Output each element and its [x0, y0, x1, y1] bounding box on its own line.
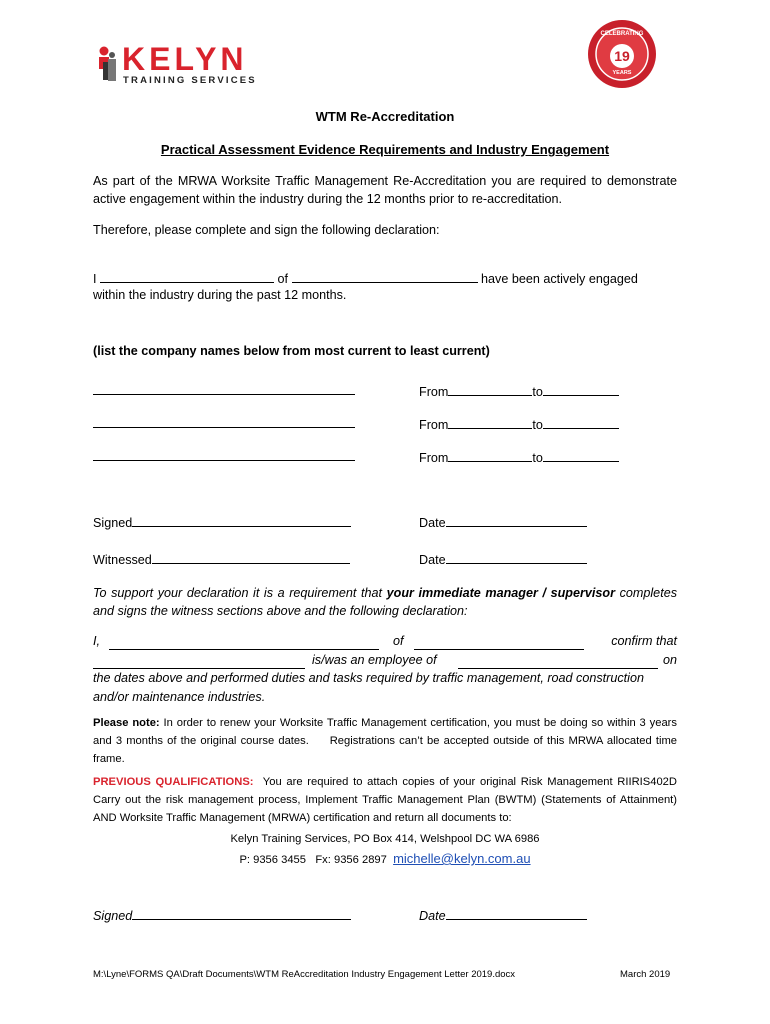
witness-line-3: the dates above and performed duties and tasks required by traffic management, road construction — [93, 671, 644, 685]
final-signed-row — [93, 906, 351, 923]
note-label: Please note: — [93, 717, 160, 729]
to-label: to — [532, 385, 543, 399]
previous-label: PREVIOUS QUALIFICATIONS: — [93, 776, 254, 788]
company-name-field-2[interactable] — [93, 414, 355, 433]
from-date-field[interactable] — [448, 382, 532, 396]
to-label: to — [532, 451, 543, 465]
from-date-field[interactable] — [448, 448, 532, 462]
date-range-3 — [419, 448, 619, 465]
witness-employee: is/was an employee of — [312, 653, 437, 667]
to-date-field[interactable] — [543, 382, 619, 396]
please-note — [93, 714, 677, 768]
to-date-field[interactable] — [543, 415, 619, 429]
witness-line-4: and/or maintenance industries. — [93, 690, 266, 704]
signature-field[interactable] — [132, 513, 351, 527]
final-date-row — [419, 906, 587, 923]
seal-top-text: CELEBRATING — [600, 31, 644, 37]
date-label: Date — [419, 909, 446, 923]
witnessed-row — [93, 550, 350, 567]
logo-brand: KELYN — [122, 41, 248, 77]
date-label: Date — [419, 553, 446, 567]
witness-signature-field[interactable] — [152, 550, 350, 564]
to-date-field[interactable] — [543, 448, 619, 462]
manager-signature-field[interactable] — [132, 906, 351, 920]
from-label: From — [419, 418, 449, 432]
email-link[interactable]: michelle@kelyn.com.au — [393, 851, 531, 866]
signed-date-field[interactable] — [446, 513, 587, 527]
previous-text: You are required to attach copies of your original Risk Management RIIRIS402D Carry out the risk management process, Implement Traffic Management Plan (BWTM) (Statements of Attainment) AND Worksite Traffic Management (MRWA) certification and return all documents to: — [93, 776, 677, 824]
kelyn-logo — [94, 41, 294, 88]
employee-name-field[interactable] — [93, 655, 305, 669]
support-emphasis: your immediate manager / supervisor — [386, 586, 615, 600]
declaration-line-2: within the industry during the past 12 months. — [93, 288, 347, 302]
document-subtitle: Practical Assessment Evidence Requirements and Industry Engagement — [160, 142, 610, 157]
document-title: WTM Re-Accreditation — [315, 109, 455, 124]
fax-number: Fx: 9356 2897 — [315, 854, 387, 866]
manager-name-field[interactable] — [109, 636, 379, 650]
postal-address: Kelyn Training Services, PO Box 414, Welshpool DC WA 6986 — [230, 833, 540, 845]
date-label: Date — [419, 516, 446, 530]
contact-line — [0, 851, 770, 866]
support-text-end: completes and signs the witness sections above and the following declaration: — [93, 586, 677, 618]
previous-qualifications — [93, 773, 677, 827]
to-label: to — [532, 418, 543, 432]
anniversary-seal — [586, 18, 658, 90]
date-range-2 — [419, 415, 619, 432]
witnessed-date-row — [419, 550, 587, 567]
from-date-field[interactable] — [448, 415, 532, 429]
phone-number: P: 9356 3455 — [239, 854, 306, 866]
declaration-of: of — [277, 272, 289, 286]
seal-bottom-text: YEARS — [612, 70, 632, 76]
logo-tagline: TRAINING SERVICES — [123, 75, 257, 86]
signed-date-row — [419, 513, 587, 530]
logo-figure-icon — [94, 46, 120, 86]
employer-field[interactable] — [458, 655, 658, 669]
witness-date-field[interactable] — [446, 550, 587, 564]
footer-path: M:\Lyne\FORMS QA\Draft Documents\WTM ReAccreditation Industry Engagement Letter 2019.docx — [93, 969, 516, 980]
witness-on: on — [662, 653, 677, 667]
witness-line-1 — [93, 634, 677, 648]
date-range-1 — [419, 382, 619, 399]
declaration-line-1 — [93, 269, 638, 286]
note-text: In order to renew your Worksite Traffic Management certification, you must be doing so within 3 years and 3 months of the original course dates. — [93, 717, 677, 747]
list-heading: (list the company names below from most current to least current) — [93, 344, 490, 358]
company-name-field-1[interactable] — [93, 381, 355, 400]
intro-instruction: Therefore, please complete and sign the following declaration: — [93, 223, 440, 237]
manager-date-field[interactable] — [446, 906, 587, 920]
seal-number: 19 — [614, 48, 630, 64]
signed-label: Signed — [93, 516, 133, 530]
intro-paragraph: As part of the MRWA Worksite Traffic Management Re-Accreditation you are required to demonstrate active engagement within the industry during the 12 months prior to re-accreditation. — [93, 174, 677, 206]
witness-of: of — [393, 634, 404, 648]
company-name-field-3[interactable] — [93, 447, 355, 466]
support-text: To support your declaration it is a requirement that — [93, 586, 387, 600]
note-text-2: Registrations can’t be accepted outside of this MRWA allocated time frame. — [93, 735, 677, 765]
name-field[interactable] — [100, 269, 274, 283]
from-label: From — [419, 385, 449, 399]
signed-row — [93, 513, 351, 530]
witness-confirm: confirm that — [611, 634, 677, 648]
declaration-engaged: have been actively engaged — [481, 272, 638, 286]
footer-date: March 2019 — [620, 969, 671, 980]
support-paragraph — [93, 584, 677, 620]
signed-label: Signed — [93, 909, 133, 923]
company-field[interactable] — [292, 269, 478, 283]
witnessed-label: Witnessed — [93, 553, 152, 567]
manager-company-field[interactable] — [414, 636, 584, 650]
from-label: From — [419, 451, 449, 465]
declaration-i: I — [93, 272, 97, 286]
witness-i: I, — [93, 634, 100, 648]
